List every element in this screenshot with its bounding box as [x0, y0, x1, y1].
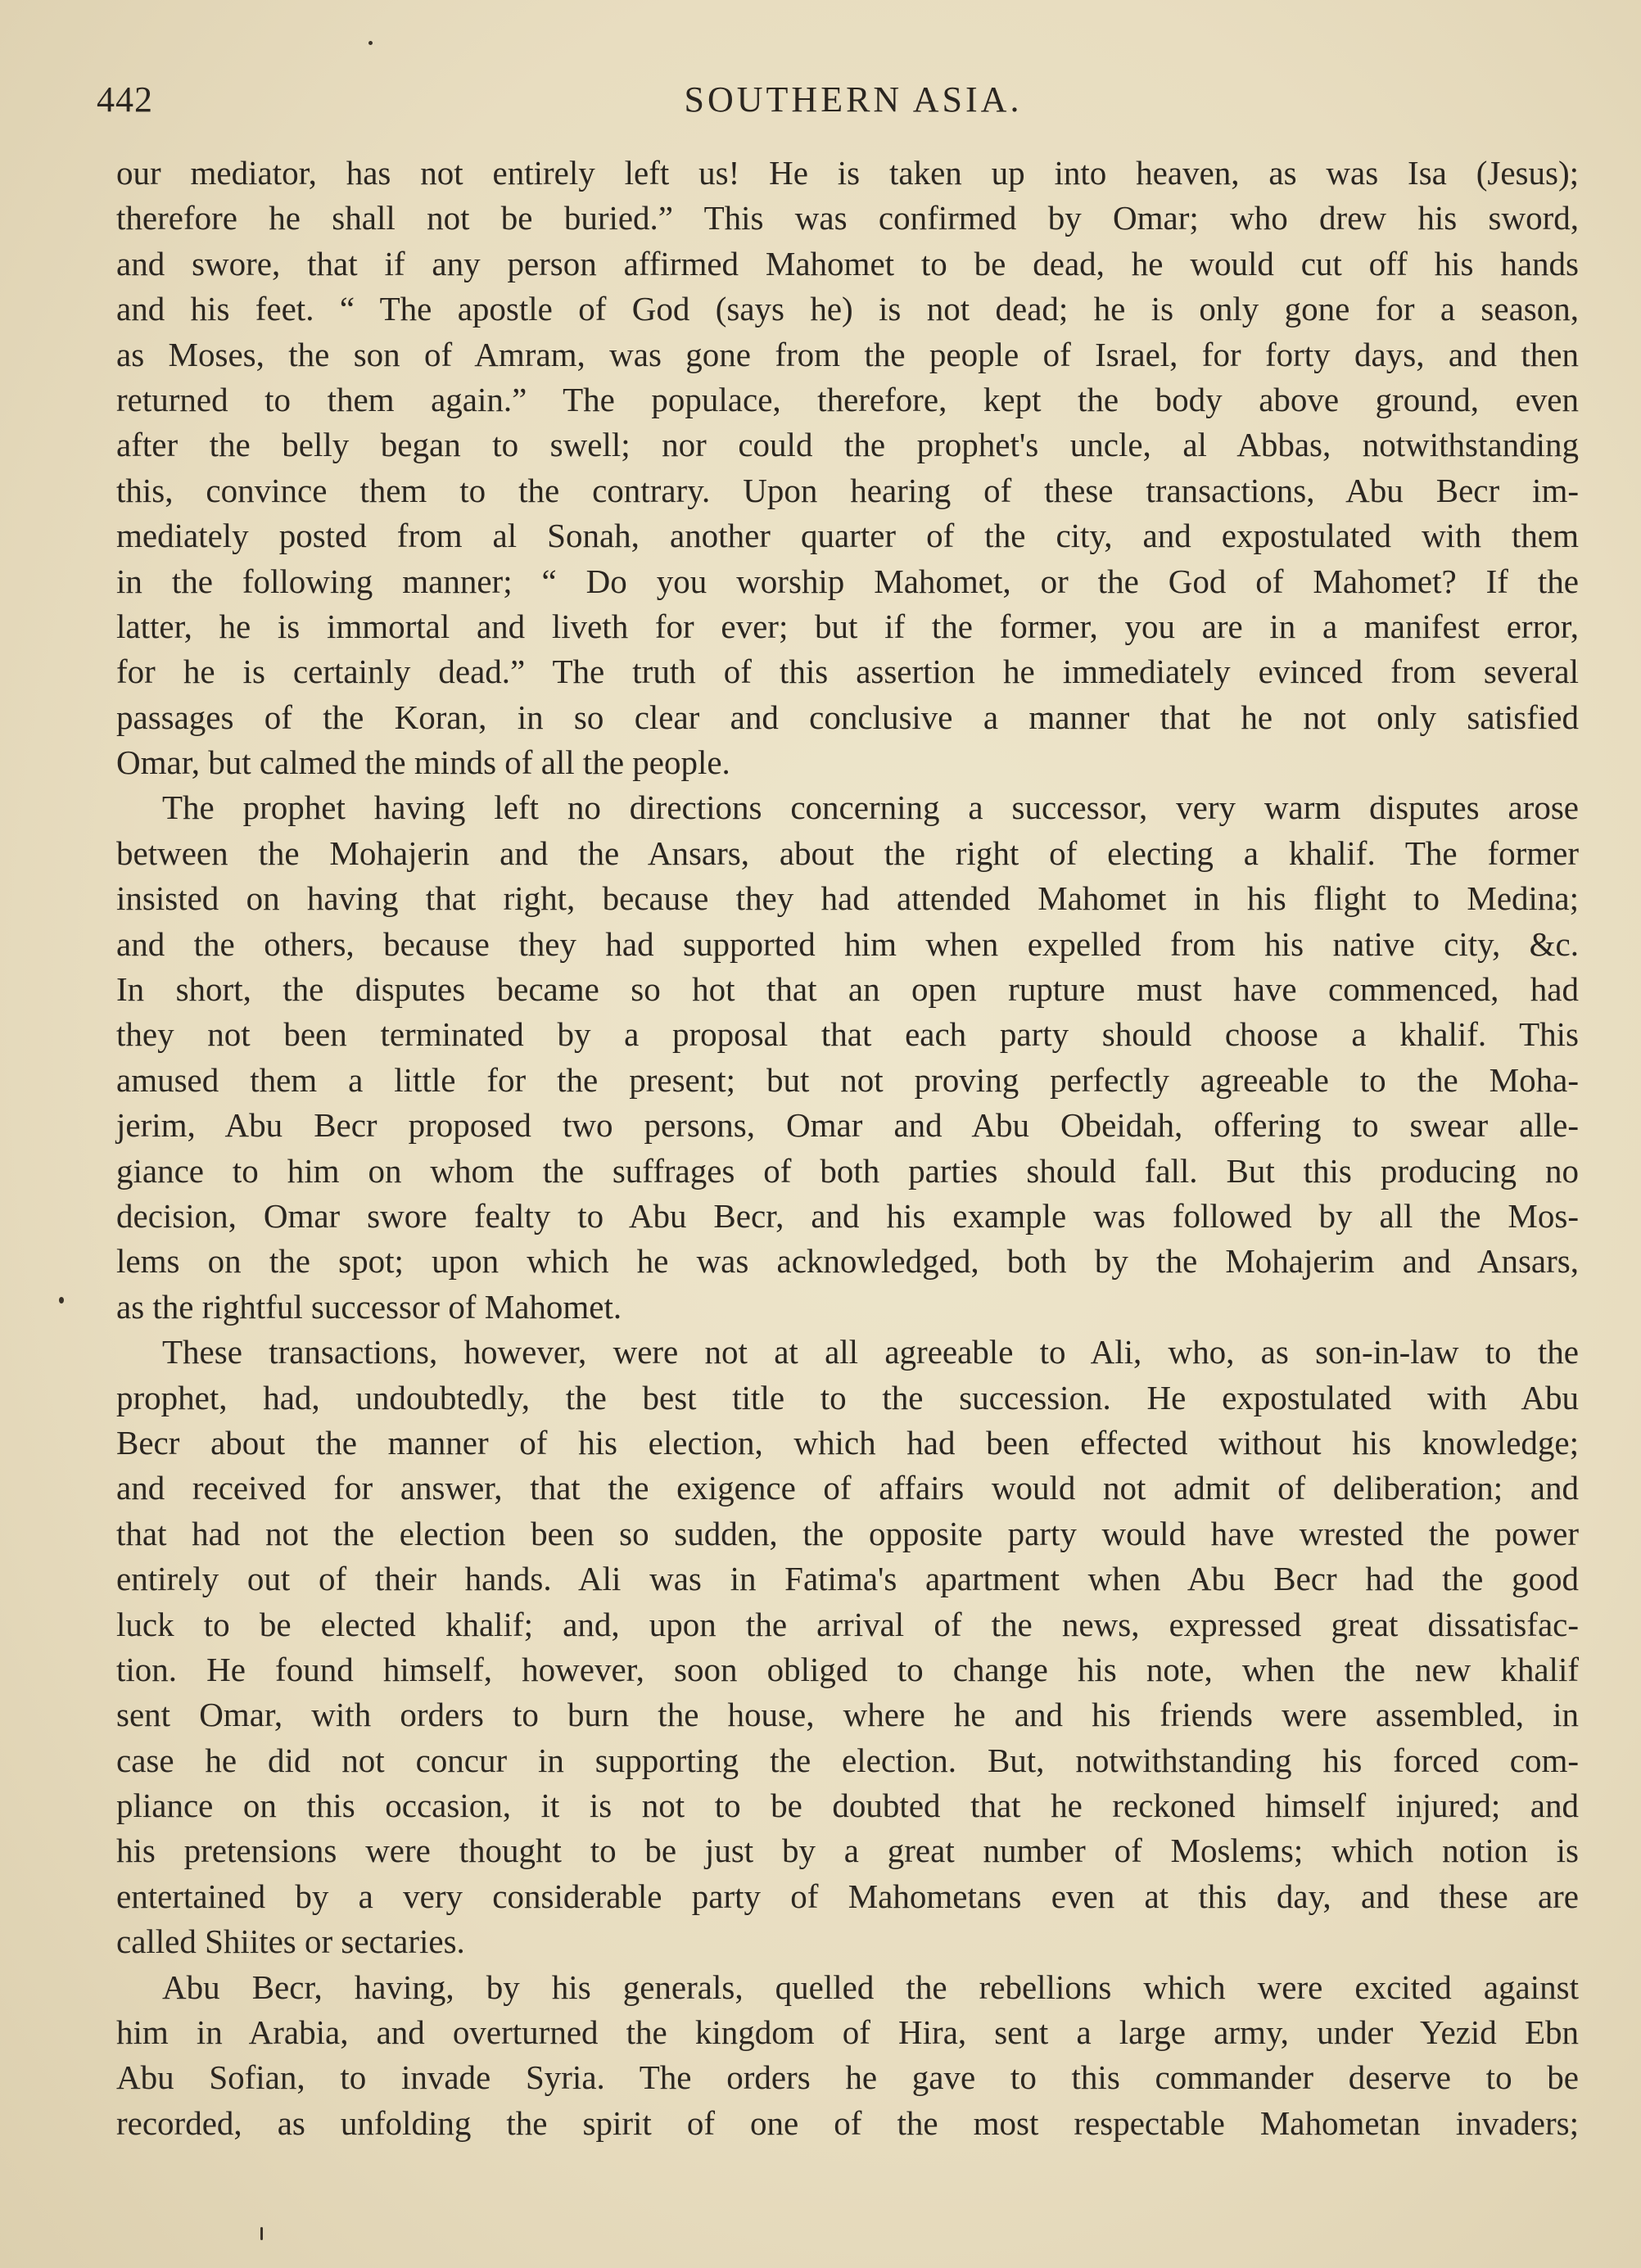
text-line: in the following manner; “ Do you worship Mahomet, or the God of Mahomet? If the	[116, 562, 1579, 600]
text-line: Omar, but calmed the minds of all the people.	[116, 743, 730, 782]
text-line: Abu Becr, having, by his generals, quelled the rebellions which were excited against	[162, 1968, 1579, 2006]
text-line: amused them a little for the present; but not proving perfectly agreeable to the Moha-	[116, 1060, 1579, 1099]
paragraph	[116, 151, 1579, 785]
paragraph	[116, 785, 1579, 1330]
text-line: jerim, Abu Becr proposed two persons, Omar and Abu Obeidah, offering to swear alle-	[116, 1106, 1579, 1145]
text-line: entirely out of their hands. Ali was in Fatima's apartment when Abu Becr had the good	[116, 1560, 1579, 1598]
text-line: decision, Omar swore fealty to Abu Becr, and his example was followed by all the Mos-	[116, 1196, 1579, 1235]
ink-speck	[368, 41, 373, 45]
ink-speck	[59, 1297, 64, 1303]
text-line: pliance on this occasion, it is not to be doubted that he reckoned himself injured; and	[116, 1787, 1579, 1825]
text-line: latter, he is immortal and liveth for ever; but if the former, you are in a manifest error,	[116, 607, 1579, 645]
text-line: after the belly began to swell; nor could the prophet's uncle, al Abbas, notwithstanding	[116, 426, 1579, 464]
text-line: entertained by a very considerable party of Mahometans even at this day, and these are	[116, 1877, 1579, 1915]
text-line: and his feet. “ The apostle of God (says he) is not dead; he is only gone for a season,	[116, 290, 1579, 328]
running-head: SOUTHERN ASIA.	[684, 79, 1023, 120]
text-line: These transactions, however, were not at all agreeable to Ali, who, as son-in-law to the	[162, 1333, 1579, 1371]
body-text	[116, 151, 1579, 2146]
text-line: passages of the Koran, in so clear and conclusive a manner that he not only satisfied	[116, 698, 1579, 736]
text-line: as the rightful successor of Mahomet.	[116, 1287, 622, 1326]
text-line: therefore he shall not be buried.” This was confirmed by Omar; who drew his sword,	[116, 199, 1579, 237]
paragraph	[116, 1330, 1579, 1964]
text-line: Becr about the manner of his election, which had been effected without his knowledge;	[116, 1423, 1579, 1462]
text-line: for he is certainly dead.” The truth of this assertion he immediately evinced from several	[116, 653, 1579, 691]
text-line: that had not the election been so sudden, the opposite party would have wrested the power	[116, 1514, 1579, 1552]
text-line: prophet, had, undoubtedly, the best title to the succession. He expostulated with Abu	[116, 1378, 1579, 1416]
text-line: In short, the disputes became so hot that an open rupture must have commenced, had	[116, 970, 1579, 1009]
text-line: case he did not concur in supporting the election. But, notwithstanding his forced com-	[116, 1741, 1579, 1779]
text-line: lems on the spot; upon which he was acknowledged, both by the Mohajerim and Ansars,	[116, 1242, 1579, 1281]
text-line: our mediator, has not entirely left us! He is taken up into heaven, as was Isa (Jesus);	[116, 154, 1579, 192]
page-number: 442	[97, 79, 153, 120]
paragraph	[116, 1965, 1579, 2147]
text-line: and received for answer, that the exigence of affairs would not admit of deliberation; and	[116, 1469, 1579, 1507]
text-line: luck to be elected khalif; and, upon the arrival of the news, expressed great dissatisfac-	[116, 1605, 1579, 1643]
ink-speck	[260, 2227, 263, 2240]
text-line: as Moses, the son of Amram, was gone from the people of Israel, for forty days, and then	[116, 335, 1579, 373]
text-line: and the others, because they had supported him when expelled from his native city, &c.	[116, 924, 1579, 963]
text-line: recorded, as unfolding the spirit of one of the most respectable Mahometan invaders;	[116, 2103, 1579, 2142]
text-line: sent Omar, with orders to burn the house, where he and his friends were assembled, in	[116, 1696, 1579, 1734]
text-line: and swore, that if any person affirmed Mahomet to be dead, he would cut off his hands	[116, 244, 1579, 282]
text-line: called Shiites or sectaries.	[116, 1922, 465, 1961]
text-line: returned to them again.” The populace, therefore, kept the body above ground, even	[116, 380, 1579, 418]
text-line: insisted on having that right, because they had attended Mahomet in his flight to Medina;	[116, 879, 1579, 918]
text-line: giance to him on whom the suffrages of both parties should fall. But this producing no	[116, 1151, 1579, 1190]
text-line: between the Mohajerin and the Ansars, about the right of electing a khalif. The former	[116, 834, 1579, 872]
text-line: his pretensions were thought to be just by a great number of Moslems; which notion is	[116, 1832, 1579, 1870]
page-header	[97, 79, 1577, 128]
text-line: mediately posted from al Sonah, another quarter of the city, and expostulated with them	[116, 517, 1579, 555]
text-line: this, convince them to the contrary. Upon hearing of these transactions, Abu Becr im-	[116, 471, 1579, 509]
text-line: him in Arabia, and overturned the kingdom of Hira, sent a large army, under Yezid Ebn	[116, 2013, 1579, 2052]
text-line: tion. He found himself, however, soon obliged to change his note, when the new khalif	[116, 1650, 1579, 1688]
text-line: Abu Sofian, to invade Syria. The orders he gave to this commander deserve to be	[116, 2058, 1579, 2097]
text-line: The prophet having left no directions concerning a successor, very warm disputes arose	[162, 788, 1579, 827]
text-line: they not been terminated by a proposal that each party should choose a khalif. This	[116, 1015, 1579, 1054]
